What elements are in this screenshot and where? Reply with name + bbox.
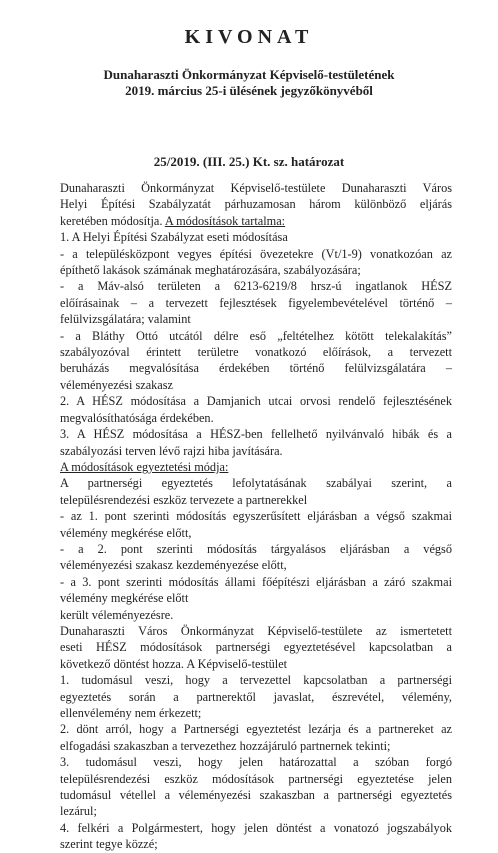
text-line: 3. A HÉSZ módosítása a HÉSZ-ben fellelhető nyilvánvaló hibák és a xyxy=(60,427,452,442)
section-heading-content: A módosítások tartalma: xyxy=(164,213,286,228)
text-line: véleményezési szakasz xyxy=(60,377,174,392)
text-line: Dunaharaszti Város Önkormányzat Képviselő-testülete az ismertetett xyxy=(60,623,452,638)
text-line: vélemény megkérése előtt, xyxy=(60,525,192,540)
text-line: A partnerségi egyeztetés lefolytatásának szabályai szerint, a xyxy=(60,476,452,491)
text-line: építhető lakások számának meghatározására, szabályozására; xyxy=(60,263,361,278)
text-line xyxy=(60,459,452,475)
text-line: 1. tudomásul veszi, hogy a tervezettel kapcsolatban a partnerségi xyxy=(60,673,452,688)
text-line: Dunaharaszti Önkormányzat Képviselő-testülete Dunaharaszti Város xyxy=(60,181,452,195)
text-line: elfogadási szakaszban a tervezethez hozzájáruló partnernek tekinti; xyxy=(60,738,391,753)
text-line: lezárul; xyxy=(60,804,97,819)
text-line: - a Bláthy Ottó utcától délre eső „feltételhez kötött telekalakítás” xyxy=(60,328,452,343)
text-line xyxy=(60,213,452,229)
text-line: - a településközpont vegyes építési övezetekre (Vt/1-9) vonatkozóan az xyxy=(60,246,452,261)
text-line: előírásainak – a tervezett fejlesztések figyelembevételével történő – xyxy=(60,295,452,310)
text-line: vélemény megkérése előtt xyxy=(60,591,189,606)
text-line: - a 3. pont szerinti módosítás állami főépítészi eljárásban a záró szakmai xyxy=(60,574,452,589)
text-line: felülvizsgálatára; valamint xyxy=(60,312,191,327)
header-line-2: 2019. március 25-i ülésének jegyzőkönyvéből xyxy=(125,83,373,98)
text-line: 2. dönt arról, hogy a Partnerségi egyeztetést lezárja és a partnereket az xyxy=(60,722,452,737)
resolution-number: 25/2019. (III. 25.) Kt. sz. határozat xyxy=(153,154,345,169)
header-line-1: Dunaharaszti Önkormányzat Képviselő-testületének xyxy=(103,67,395,82)
text-line: 4. felkéri a Polgármestert, hogy jelen döntést a vonatozó jogszabályok xyxy=(60,820,452,835)
document-title: KIVONAT xyxy=(184,26,314,48)
section-heading-method: A módosítások egyeztetési módja: xyxy=(60,459,229,474)
text-span: keretében módosítja. xyxy=(60,213,165,228)
text-line: - a Máv-alsó területen a 6213-6219/8 hrsz-ú ingatlanok HÉSZ xyxy=(60,279,452,294)
text-line: 1. A Helyi Építési Szabályzat eseti módosítása xyxy=(60,230,288,245)
text-line: 2. A HÉSZ módosítása a Damjanich utcai orvosi rendelő fejlesztésének xyxy=(60,394,452,409)
text-line: beruházás megvalósítása érdekében történő felülvizsgálatára – xyxy=(60,361,452,376)
text-line: megvalósíthatósága érdekében. xyxy=(60,410,214,425)
text-line: eseti HÉSZ módosítások partnerségi egyeztetésével kapcsolatban a xyxy=(60,640,452,655)
text-line: - a 2. pont szerinti módosítás tárgyalásos eljárásban a végső xyxy=(60,541,452,556)
text-line: tudomásul vétellel a véleményezési szakaszban a partnerségi egyeztetés xyxy=(60,788,452,803)
text-line: került véleményezésre. xyxy=(60,607,174,622)
text-line: Helyi Építési Szabályzatát párhuzamosan három különböző eljárás xyxy=(60,197,452,212)
text-line: szerint tegye közzé; xyxy=(60,837,158,852)
text-line: - az 1. pont szerinti módosítás egyszerűsített eljárásban a végső szakmai xyxy=(60,509,452,524)
text-line: véleményezési szakasz kezdeményezése előtt, xyxy=(60,558,287,573)
text-line: szabályozási terven lévő rajzi hiba javítására. xyxy=(60,443,283,458)
text-line: településrendezési eszköz tervezete a partnerekkel xyxy=(60,492,308,507)
text-line: következő döntést hozza. A Képviselő-testület xyxy=(60,656,288,671)
text-line: ellenvélemény nem érkezett; xyxy=(60,706,202,720)
text-line: szabályozóval érintett területre vonatkozó előírások, a tervezett xyxy=(60,345,452,360)
document-body xyxy=(60,180,452,853)
text-line: településrendezési eszköz módosítások partnerségi egyeztetése jelen xyxy=(60,771,452,786)
text-line: 3. tudomásul veszi, hogy jelen határozattal a szóban forgó xyxy=(60,755,452,770)
text-line: egyeztetés során a partnerektől javaslat, észrevétel, vélemény, xyxy=(60,689,452,704)
